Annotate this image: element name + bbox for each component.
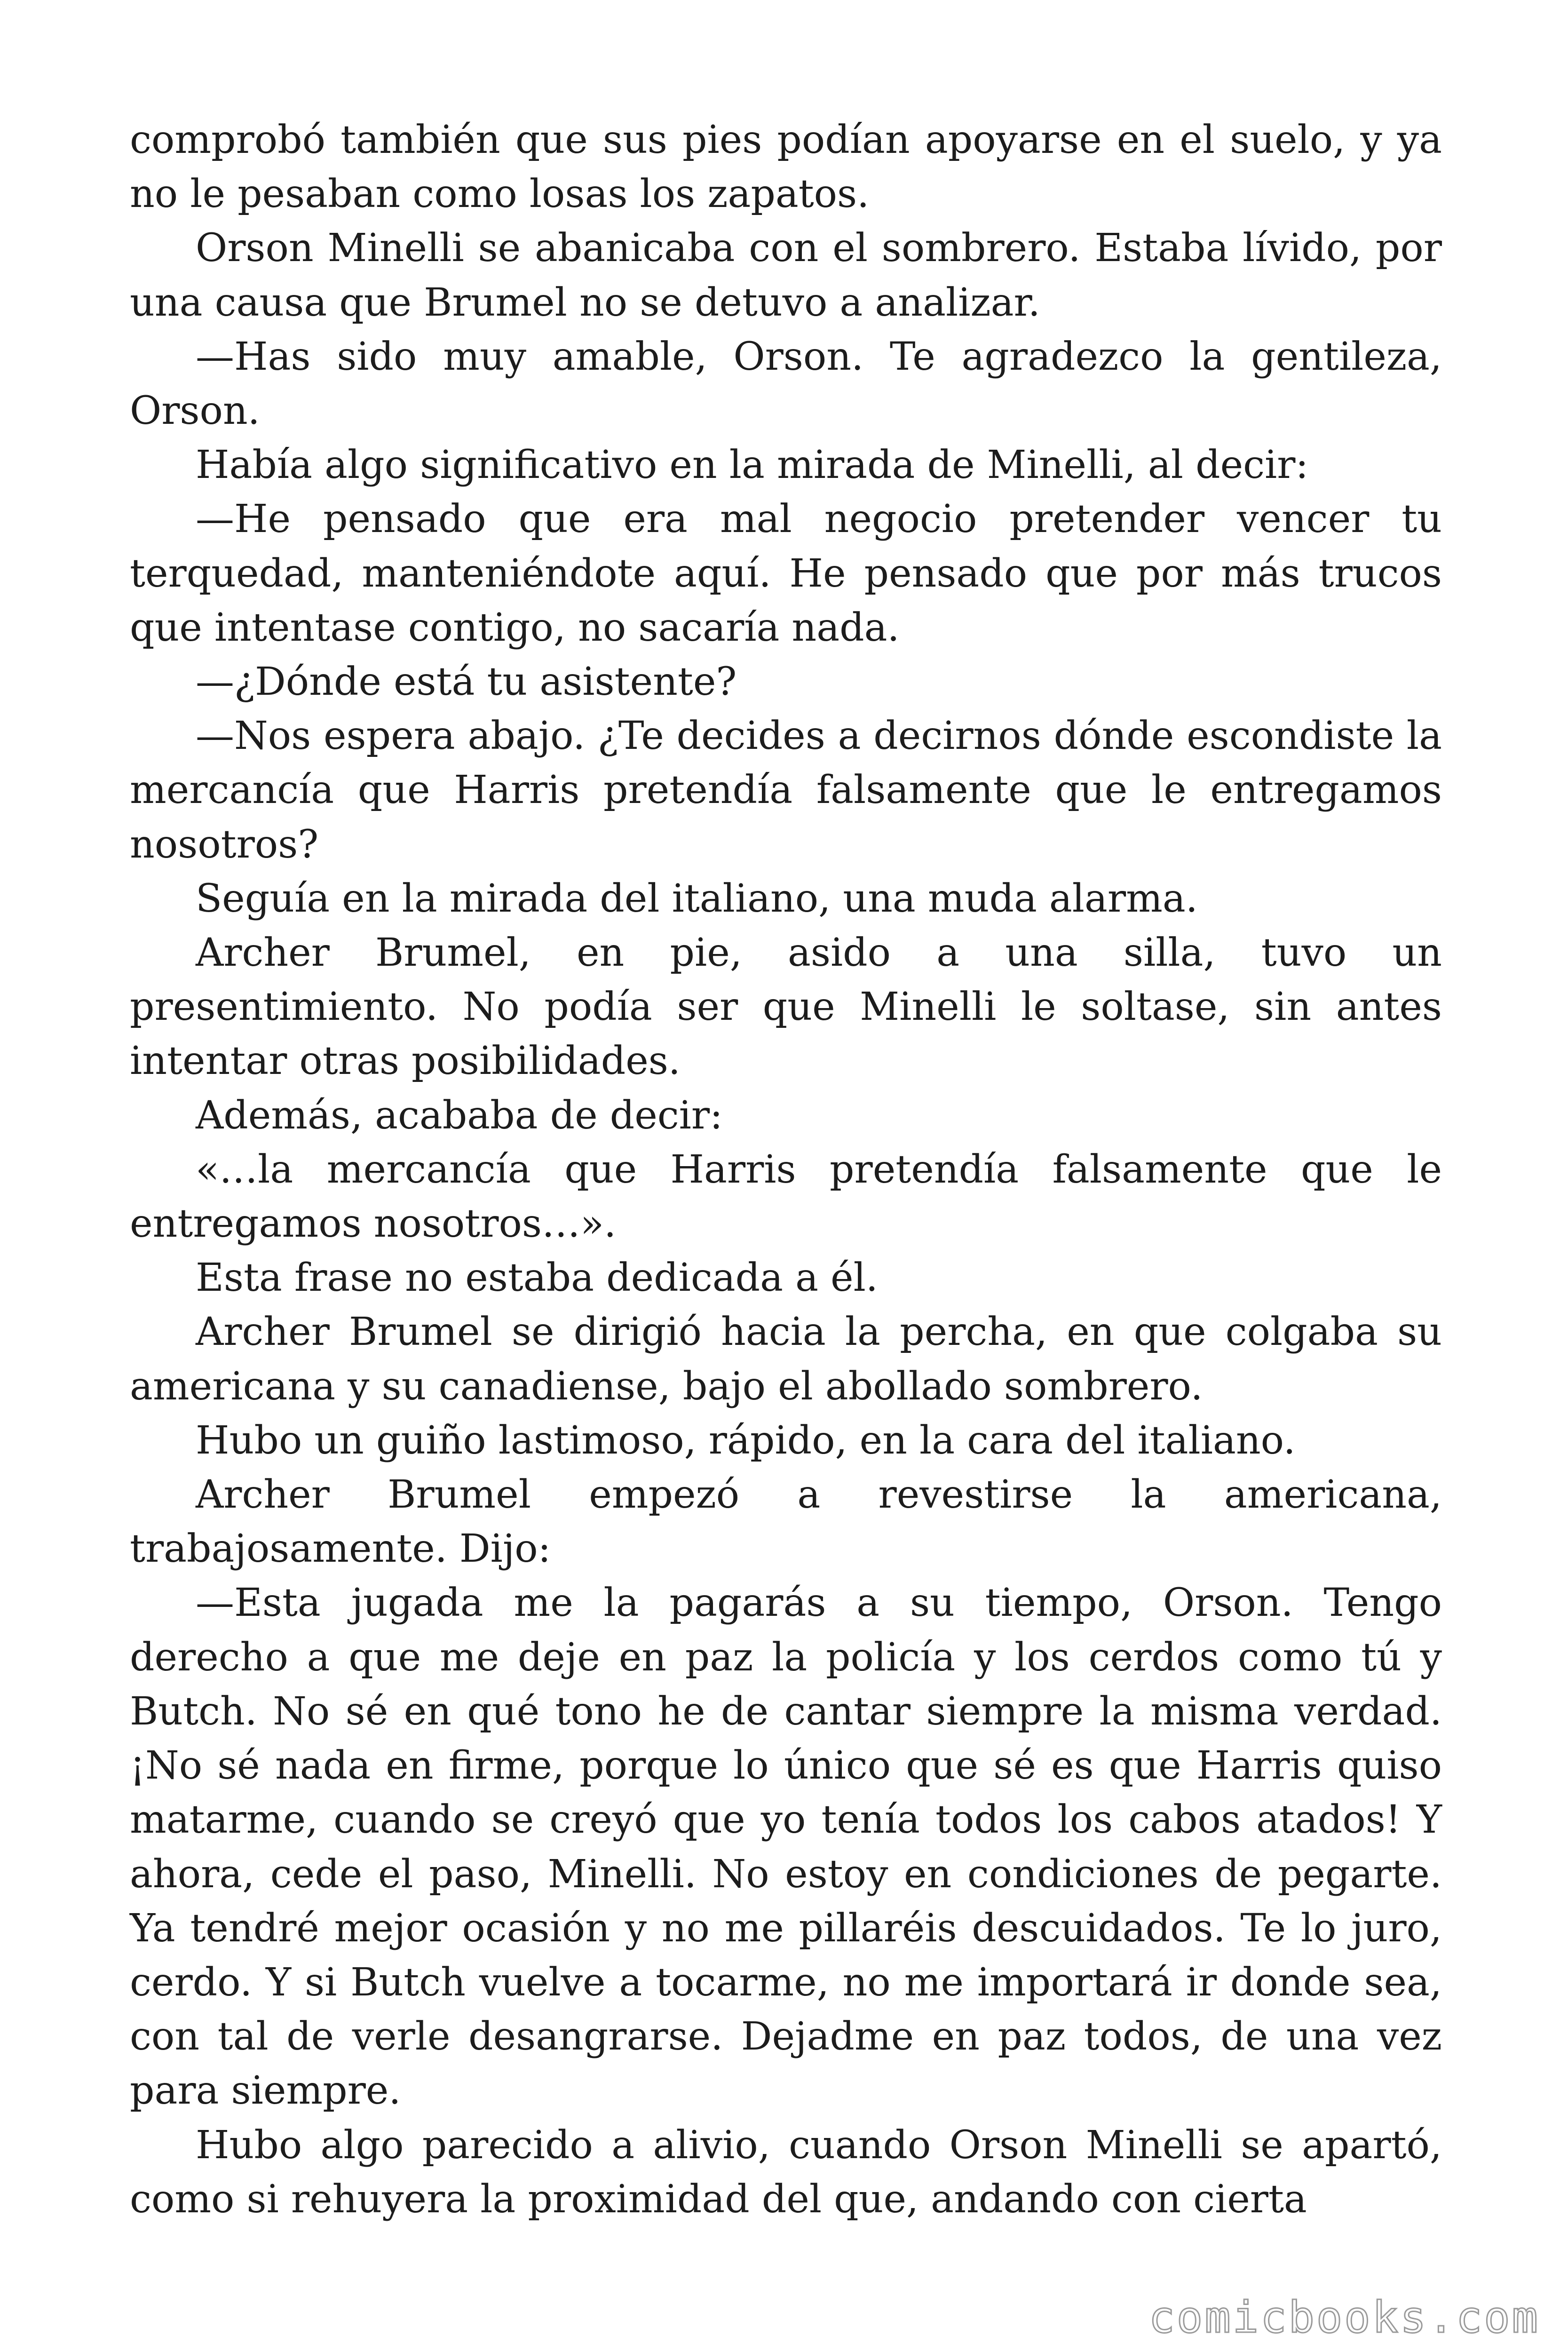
paragraph: Orson Minelli se abanicaba con el sombrero. Estaba lívido, por una causa que Brumel no se detuvo a analizar. — [130, 226, 1442, 325]
paragraph: —Nos espera abajo. ¿Te decides a decirnos dónde escondiste la mercancía que Harris pretendía falsamente que le entregamos nosotros? — [130, 714, 1442, 867]
site-watermark: comicbooks.com — [1148, 2292, 1540, 2343]
paragraph: Archer Brumel, en pie, asido a una silla, tuvo un presentimiento. No podía ser que Minelli le soltase, sin antes intentar otras posibilidades. — [130, 930, 1442, 1084]
paragraph: Además, acababa de decir: — [196, 1093, 723, 1138]
paragraph: —¿Dónde está tu asistente? — [196, 660, 737, 705]
paragraph: Hubo un guiño lastimoso, rápido, en la cara del italiano. — [196, 1418, 1296, 1463]
paragraph: Esta frase no estaba dedicada a él. — [196, 1255, 878, 1301]
paragraph: Había algo significativo en la mirada de Minelli, al decir: — [196, 443, 1309, 488]
paragraph: —Has sido muy amable, Orson. Te agradezco la gentileza, Orson. — [130, 334, 1442, 434]
paragraph: Hubo algo parecido a alivio, cuando Orson Minelli se apartó, como si rehuyera la proximidad del que, andando con cierta — [130, 2122, 1442, 2222]
paragraph: Archer Brumel se dirigió hacia la percha, en que colgaba su americana y su canadiense, bajo el abollado sombrero. — [130, 1310, 1442, 1409]
paragraph: «…la mercancía que Harris pretendía falsamente que le entregamos nosotros…». — [130, 1147, 1442, 1247]
paragraph: —He pensado que era mal negocio pretender vencer tu terquedad, manteniéndote aquí. He pensado que por más trucos que intentase contigo, no sacaría nada. — [130, 497, 1442, 650]
paragraph: —Esta jugada me la pagarás a su tiempo, Orson. Tengo derecho a que me deje en paz la policía y los cerdos como tú y Butch. No sé en qué tono he de cantar siempre la misma verdad. ¡No sé nada en firme, porque lo único que sé es que Harris quiso matarme, cuando se creyó que yo tenía todos los cabos atados! Y ahora, cede el paso, Minelli. No estoy en condiciones de pegarte. Ya tendré mejor ocasión y no me pillaréis descuidados. Te lo juro, cerdo. Y si Butch vuelve a tocarme, no me importará ir donde sea, con tal de verle desangrarse. Dejadme en paz todos, de una vez para siempre. — [130, 1581, 1442, 2114]
paragraph: Archer Brumel empezó a revestirse la americana, trabajosamente. Dijo: — [130, 1472, 1442, 1572]
page-body-text — [130, 113, 1442, 2226]
paragraph: Seguía en la mirada del italiano, una muda alarma. — [196, 876, 1198, 921]
paragraph: comprobó también que sus pies podían apoyarse en el suelo, y ya no le pesaban como losas los zapatos. — [130, 118, 1442, 217]
